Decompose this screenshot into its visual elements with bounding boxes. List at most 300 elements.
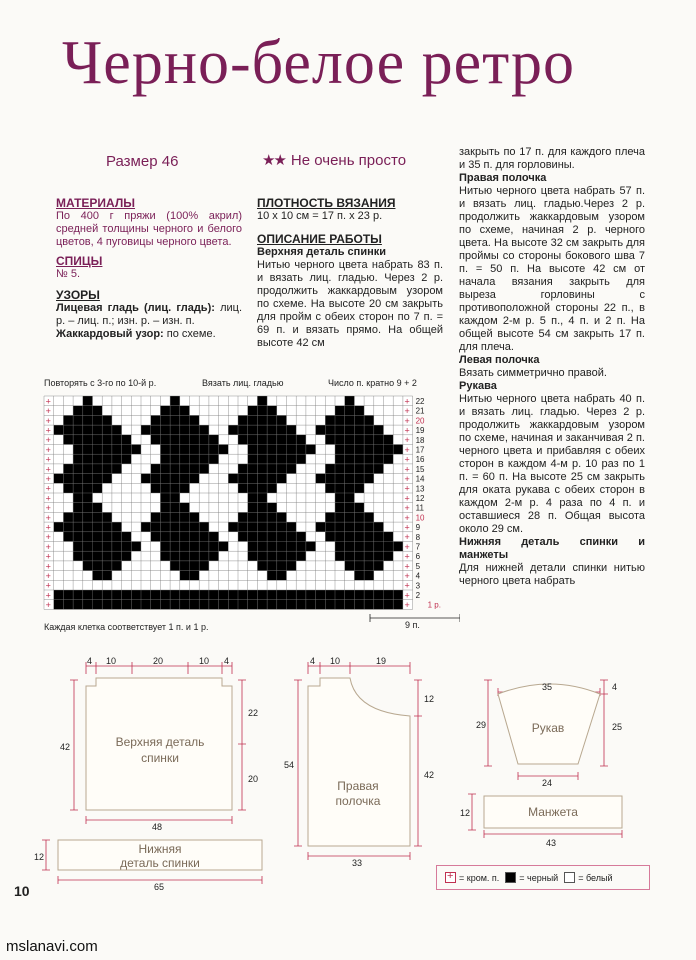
chart-cell-black [257,464,267,474]
chart-cell-black [160,542,170,552]
chart-cell-black [180,415,190,425]
chart-cell-black [170,474,180,484]
instructions-column [459,146,645,588]
chart-cell-black [384,590,394,600]
edge-stitch-icon [445,872,456,883]
chart-cell-black [93,406,103,416]
chart-edge-stitch: + [45,571,51,581]
sleeve-text: Нитью черного цвета набрать 40 п. и вязать лиц. гладью. Через 2 р. продолжить жаккардовым узором по схеме, начиная и заканчивая 2 п. черного цвета и прибавляя с обеих сторон в каждом 4-м р. 10 раз по 1 п. = 60 п. На высоте 25 см закрыть для оката рукава с обеих сторон в каждом 2-м р. 4 раза по 4 п. и оставшиеся 28 п. Общая высота около 29 см. [459,393,645,535]
chart-cell-black [277,435,287,445]
chart-cell-black [345,493,355,503]
chart-cell-black [325,590,335,600]
chart-cell-black [267,512,277,522]
back-upper-dim-5: 4 [224,656,230,666]
chart-cell-black [345,503,355,513]
chart-caption-stockinette: Вязать лиц. гладью [202,378,284,388]
right-front-height-line [294,680,302,846]
chart-row-label: 8 [415,532,421,542]
legend-black-label: = черный [519,872,559,883]
chart-cell-black [364,532,374,542]
chart-cell-black [354,464,364,474]
chart-edge-stitch: + [45,444,51,455]
white-swatch-icon [564,872,575,883]
chart-cell-black [267,445,277,455]
site-watermark: mslanavi.com [6,938,98,955]
chart-cell-black [141,425,151,435]
chart-cell-black [267,406,277,416]
chart-cell-black [151,532,161,542]
chart-edge-stitch: + [45,551,51,562]
chart-cell-black [364,561,374,571]
chart-cell-black [93,561,103,571]
chart-cell-black [93,435,103,445]
chart-cell-black [384,600,394,610]
chart-cell-black [354,522,364,532]
chart-cell-black [180,454,190,464]
chart-cell-black [170,464,180,474]
chart-cell-black [180,464,190,474]
chart-cell-black [335,454,345,464]
chart-cell-black [73,532,83,542]
chart-cell-black [190,542,200,552]
chart-cell-black [257,396,267,406]
chart-cell-black [160,512,170,522]
back-upper-height: 42 [60,742,71,752]
chart-cell-black [248,406,258,416]
chart-cell-black [335,435,345,445]
chart-first-row-label: 1 р. [427,600,441,610]
chart-cell-black [306,445,316,455]
chart-cell-black [374,454,384,464]
chart-cell-black [112,590,122,600]
chart-edge-stitch: + [45,532,51,543]
chart-cell-black [209,551,219,561]
chart-cell-black [209,532,219,542]
chart-cell-black [180,600,190,610]
right-front-lower-right: 42 [424,770,435,780]
chart-cell-black [170,425,180,435]
back-upper-label-2: спинки [141,751,179,765]
chart-cell-black [335,503,345,513]
chart-cell-black [73,493,83,503]
chart-cell-black [354,590,364,600]
legend-edge-label: = кром. п. [459,872,500,883]
chart-cell-black [267,474,277,484]
chart-cell-black [151,483,161,493]
chart-cell-black [151,435,161,445]
chart-cell-black [131,445,141,455]
chart-cell-black [83,512,93,522]
chart-cell-black [316,522,326,532]
chart-cell-black [374,522,384,532]
back-upper-height-line [70,680,78,810]
chart-edge-stitch: + [45,580,51,591]
jacquard-description [56,328,242,341]
chart-cell-black [345,435,355,445]
chart-cell-black [374,542,384,552]
chart-cell-black [248,503,258,513]
chart-row-labels [416,397,441,610]
chart-row-label: 4 [415,571,421,581]
chart-cell-black [73,425,83,435]
legend-black [505,872,558,883]
chart-cell-black [199,590,209,600]
chart-row-label: 16 [415,455,425,465]
chart-cell-black [257,474,267,484]
right-front-dim-2: 10 [330,656,341,666]
chart-cell-black [325,415,335,425]
size-label: Размер 46 [106,153,179,170]
materials-text: По 400 г пряжи (100% акрил) средней толщины черного и белого цветов, 4 пуговицы черного цвета. [56,210,242,248]
chart-cell-black [287,445,297,455]
chart-cell-black [73,483,83,493]
chart-cell-black [277,551,287,561]
chart-cell-black [384,445,394,455]
chart-cell-black [170,415,180,425]
chart-cell-black [102,512,112,522]
chart-cell-black [267,435,277,445]
cuff-width-line [484,830,622,838]
back-lower-label-1: Нижняя [138,842,182,856]
chart-cell-black [277,600,287,610]
chart-cell-black [180,590,190,600]
chart-cell-black [238,600,248,610]
chart-cell-black [93,512,103,522]
chart-cell-black [287,464,297,474]
chart-cell-black [73,445,83,455]
chart-cell-black [102,590,112,600]
chart-edge-stitch: + [404,590,410,601]
chart-cell-black [102,551,112,561]
chart-cell-black [364,415,374,425]
chart-cell-black [170,522,180,532]
chart-cell-black [93,415,103,425]
chart-cell-black [83,425,93,435]
chart-cell-black [384,454,394,464]
chart-edge-stitch: + [404,493,410,504]
chart-cell-black [267,425,277,435]
chart-cell-black [160,474,170,484]
chart-cell-black [83,561,93,571]
chart-cell-black [335,474,345,484]
chart-row-label: 6 [415,552,421,562]
sleeve-title: Рукава [459,380,497,392]
chart-cell-black [180,542,190,552]
chart-cell-black [131,590,141,600]
chart-cell-black [354,600,364,610]
chart-cell-black [190,590,200,600]
chart-cell-black [102,435,112,445]
chart-cell-black [199,600,209,610]
chart-cell-black [277,532,287,542]
chart-cell-black [160,600,170,610]
chart-cell-black [316,600,326,610]
chart-cell-black [190,415,200,425]
chart-cell-black [73,406,83,416]
chart-cell-black [364,474,374,484]
chart-cell-black [287,561,297,571]
chart-edge-stitch: + [45,454,51,465]
chart-repeat-label: 9 п. [405,620,420,630]
chart-cell-black [335,542,345,552]
chart-cell-black [209,600,219,610]
chart-cell-black [257,406,267,416]
chart-cell-black [345,483,355,493]
chart-cell-black [364,464,374,474]
chart-grid-svg [40,392,460,630]
chart-cell-black [219,542,229,552]
chart-cell-black [170,396,180,406]
chart-cell-black [306,600,316,610]
chart-cell-black [160,532,170,542]
chart-cell-black [238,425,248,435]
chart-cell-black [325,532,335,542]
chart-cell-black [345,454,355,464]
chart-cell-black [160,590,170,600]
chart-cell-black [335,445,345,455]
chart-row-label: 5 [415,561,421,571]
chart-cell-black [354,406,364,416]
chart-cell-black [277,512,287,522]
chart-cell-black [345,532,355,542]
chart-cell-black [112,532,122,542]
chart-cell-black [190,474,200,484]
chart-cell-black [257,415,267,425]
chart-cell-black [257,425,267,435]
knitting-chart [40,392,460,635]
chart-cell-black [151,600,161,610]
chart-cell-black [257,435,267,445]
chart-cell-black [267,532,277,542]
chart-cell-black [199,561,209,571]
chart-cell-black [287,454,297,464]
chart-cell-black [122,435,132,445]
chart-cell-black [102,415,112,425]
chart-cell-black [160,445,170,455]
sleeve-height: 29 [476,720,487,730]
chart-cell-black [374,425,384,435]
back-upper-dim-1: 4 [87,656,93,666]
chart-cell-black [54,590,64,600]
lower-title: Нижняя деталь спинки и манжеты [459,536,645,561]
chart-cell-black [63,600,73,610]
chart-cell-black [354,454,364,464]
chart-cell-black [63,435,73,445]
chart-cell-black [93,503,103,513]
chart-cell-black [199,435,209,445]
chart-cell-black [238,464,248,474]
chart-cell-black [364,600,374,610]
left-front-title: Левая полочка [459,354,540,366]
chart-cell-black [93,551,103,561]
chart-cell-black [209,435,219,445]
chart-cell-black [170,493,180,503]
right-front-text: Нитью черного цвета набрать 57 п. и вязать лиц. гладью.Через 2 р. продолжить жаккардовым узором по схеме, начиная 2 р. черного цвета. На высоте 32 см закрыть для проймы со стороны бокового шва 7 п. = 50 п. На высоте 42 см от начала вязания закрыть для выреза горловины с противоположной стороны 22 п., в каждом 2-м р. 5 п., 4 п. и 2 п. На общей высоте 54 см закрыть 17 п. для плеча. [459,185,645,353]
chart-cell-black [335,551,345,561]
chart-cell-black [199,454,209,464]
chart-cell-black [102,522,112,532]
chart-cell-black [325,600,335,610]
chart-cell-black [345,396,355,406]
chart-cell-black [73,512,83,522]
chart-cell-black [364,522,374,532]
chart-cell-black [345,551,355,561]
chart-cell-black [335,512,345,522]
chart-cell-black [335,532,345,542]
chart-cell-black [151,590,161,600]
chart-cell-black [345,600,355,610]
chart-edge-stitch: + [404,464,410,475]
chart-cell-black [122,600,132,610]
chart-cell-black [257,551,267,561]
chart-cell-black [335,464,345,474]
col3-intro-text: закрыть по 17 п. для каждого плеча и 35 п. для горловины. [459,146,645,171]
chart-cell-black [325,483,335,493]
chart-cell-black [296,454,306,464]
chart-row-label: 13 [415,484,425,494]
chart-cell-black [102,425,112,435]
chart-cell-black [257,512,267,522]
chart-cell-black [73,522,83,532]
back-upper-dim-2: 10 [106,656,117,666]
chart-cell-black [83,590,93,600]
chart-cell-black [316,590,326,600]
lower-text: Для нижней детали спинки нитью черного цвета набрать [459,562,645,587]
chart-cell-black [238,474,248,484]
chart-cell-black [83,435,93,445]
chart-cell-black [102,445,112,455]
chart-cell-black [257,542,267,552]
left-front-text: Вязать симметрично правой. [459,367,607,379]
chart-cell-black [180,512,190,522]
right-front-shape [308,678,410,846]
chart-cell-black [190,435,200,445]
chart-cell-black [354,425,364,435]
chart-cell-black [112,454,122,464]
cuff-width: 43 [546,838,557,848]
back-upper-bottom: 48 [152,822,163,832]
chart-cell-black [277,445,287,455]
chart-row-label: 18 [415,435,425,445]
back-upper-upper-right: 22 [248,708,259,718]
chart-cell-black [83,483,93,493]
chart-cell-black [257,532,267,542]
chart-cell-black [160,464,170,474]
chart-caption-multiple: Число п. кратно 9 + 2 [328,378,417,388]
chart-edge-stitch: + [404,522,410,533]
chart-edge-stitch: + [404,415,410,426]
chart-cell-black [345,464,355,474]
chart-cell-black [151,415,161,425]
chart-cell-black [170,435,180,445]
chart-cell-black [73,454,83,464]
chart-cell-black [296,532,306,542]
chart-cell-black [160,435,170,445]
chart-edge-stitch: + [404,551,410,562]
chart-cell-black [248,415,258,425]
back-lower-height: 12 [34,852,45,862]
chart-cell-black [190,600,200,610]
chart-edge-stitch: + [45,464,51,475]
right-front-top-dim-lines [308,662,410,674]
chart-cell-black [277,571,287,581]
chart-cell-black [248,483,258,493]
chart-cell-black [248,435,258,445]
chart-cell-black [83,542,93,552]
chart-cell-black [170,512,180,522]
stockinette-text: лиц. р. – лиц. п.; изн. р. – изн. п. [56,302,242,327]
needles-text: № 5. [56,268,81,280]
chart-cell-black [112,435,122,445]
stockinette-label: Лицевая гладь (лиц. гладь): [56,302,215,314]
chart-cell-black [257,493,267,503]
chart-cell-black [199,445,209,455]
chart-cell-black [112,464,122,474]
chart-cell-black [354,561,364,571]
chart-cell-black [257,445,267,455]
right-front-title: Правая полочка [459,172,547,184]
chart-cell-black [160,503,170,513]
chart-cell-black [248,454,258,464]
chart-cell-black [238,483,248,493]
chart-cell-black [93,571,103,581]
chart-cell-black [93,600,103,610]
chart-cell-black [160,522,170,532]
chart-cell-black [199,542,209,552]
chart-cell-black [199,551,209,561]
chart-note: Каждая клетка соответствует 1 п. и 1 р. [44,622,209,632]
chart-edge-stitch: + [404,561,410,572]
sleeve-bottom: 24 [542,778,553,788]
materials-column [56,193,242,341]
chart-cell-black [248,425,258,435]
chart-cell-black [287,425,297,435]
chart-edge-stitch: + [45,561,51,572]
chart-cell-black [345,561,355,571]
chart-cell-black [287,522,297,532]
chart-cell-black [354,532,364,542]
chart-cell-black [267,464,277,474]
chart-cell-black [151,464,161,474]
chart-cell-black [248,542,258,552]
chart-cell-black [248,445,258,455]
chart-cell-black [170,532,180,542]
right-front-height: 54 [284,760,295,770]
chart-cell-black [190,522,200,532]
black-swatch-icon [505,872,516,883]
chart-cell-black [63,512,73,522]
chart-edge-stitch: + [404,512,410,523]
chart-cell-black [287,532,297,542]
chart-cell-black [54,474,64,484]
chart-edge-stitch: + [404,425,410,436]
chart-cell-black [73,415,83,425]
chart-cell-black [83,415,93,425]
chart-cell-black [374,561,384,571]
chart-cell-black [151,474,161,484]
chart-cell-black [248,474,258,484]
chart-cell-black [112,561,122,571]
cuff-height: 12 [460,808,471,818]
chart-cell-black [170,503,180,513]
chart-row-label: 12 [415,494,425,503]
jacquard-text: по схеме. [166,328,216,340]
chart-cell-black [73,503,83,513]
back-upper-text: Нитью черного цвета набрать 83 п. и вязать лиц. гладью. Через 2 р. продолжить жаккардовым узором по схеме. На высоте 20 см закрыть для пройм с обеих сторон по 7 п. = 69 п. и вязать прямо. На общей высоте 42 см [257,259,443,349]
legend-white-label: = белый [578,872,613,883]
chart-cell-black [63,532,73,542]
chart-cell-black [199,464,209,474]
